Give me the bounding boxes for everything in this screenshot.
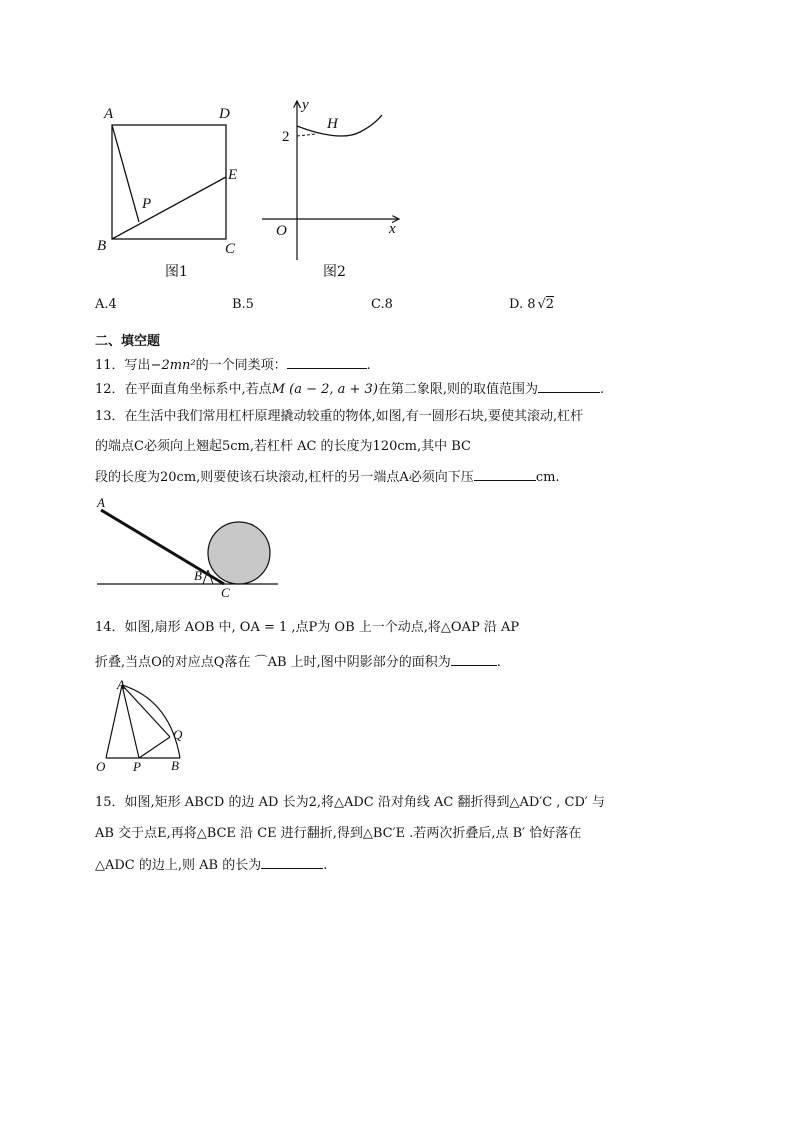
option-c: C.8	[371, 297, 393, 312]
fig1-label-e: E	[228, 167, 238, 183]
fig2-label-x: x	[389, 221, 396, 237]
q14-line-1: 14．如图,扇形 AOB 中, OA = 1 ,点P为 OB 上一个动点,将△OAP 沿 AP	[95, 620, 520, 635]
sector-label-o: O	[96, 759, 106, 774]
q13-line-1: 13．在生活中我们常用杠杆原理撬动较重的物体,如图,有一圆形石块,要使其滚动,杠杆	[95, 409, 584, 424]
fig1-label-a: A	[104, 106, 114, 122]
fig2-label-h: H	[327, 116, 338, 132]
q11-math: −2mn²	[150, 358, 196, 373]
sector-label-a: A	[117, 677, 125, 692]
fig2-label-y: y	[302, 97, 309, 113]
q12-math: M (a − 2, a + 3)	[271, 382, 378, 397]
option-d-radicand: 2	[545, 297, 555, 312]
q15-line-3-pre: △ADC 的边上,则 AB 的长为	[95, 858, 262, 873]
q14-line-2-pre: 折叠,当点O的对应点Q落在 ⌒AB 上时,图中阴影部分的面积为	[95, 655, 451, 670]
lever-label-a: A	[97, 495, 105, 510]
sqrt-sign: √2	[537, 297, 555, 312]
fig1-label-p: P	[142, 196, 152, 212]
q15-line-3	[95, 854, 327, 873]
q15-answer-blank[interactable]	[261, 856, 323, 869]
fig1-label-c: C	[225, 241, 236, 257]
section-2-title: 二、填空题	[95, 334, 161, 349]
q13-line-2: 的端点C必须向上翘起5cm,若杠杆 AC 的长度为120cm,其中 BC	[95, 439, 471, 454]
fig1-label-d: D	[219, 106, 230, 122]
segment-ap	[122, 685, 139, 758]
segment-oa	[106, 685, 122, 758]
q12-pre: 12．在平面直角坐标系中,若点	[95, 382, 272, 397]
fig2-label-o: O	[276, 223, 287, 239]
option-d-prefix: D. 8	[509, 297, 536, 312]
sector-label-p: P	[133, 759, 141, 774]
fig1-label-b: B	[97, 238, 107, 254]
q13-line-3-pre: 段的长度为20cm,则要使该石块滚动,杠杆的另一端点A必须向下压	[95, 470, 474, 485]
q15-line-2: AB 交于点E,再将△BCE 沿 CE 进行翻折,得到△BC′E .若两次折叠后,点 B′ 恰好落在	[95, 826, 582, 841]
lever-label-b: B	[194, 568, 202, 583]
lever-label-c: C	[221, 585, 230, 600]
sector-label-q: Q	[173, 727, 183, 742]
option-a: A.4	[95, 297, 117, 312]
fig2-label-two: 2	[282, 129, 290, 145]
fig2-caption: 图2	[323, 264, 346, 280]
q15-line-3-end: .	[323, 858, 328, 873]
option-b: B.5	[232, 297, 254, 312]
q12-end: .	[600, 382, 605, 397]
sector-label-b: B	[171, 758, 179, 773]
q14-line-2-end: .	[496, 655, 501, 670]
segment-aq	[122, 685, 170, 737]
q11-post: 的一个同类项：	[195, 358, 287, 373]
segment-pq	[139, 737, 170, 758]
q13-line-3-end: cm.	[535, 470, 560, 485]
fig1-caption: 图1	[165, 264, 188, 280]
q11-end: .	[366, 358, 371, 373]
q12-post: 在第二象限,则的取值范围为	[377, 382, 539, 397]
q15-line-1: 15．如图,矩形 ABCD 的边 AD 长为2,将△ADC 沿对角线 AC 翻折得到△AD′C , CD′ 与	[95, 795, 606, 810]
q11-pre: 11．写出	[95, 358, 151, 373]
